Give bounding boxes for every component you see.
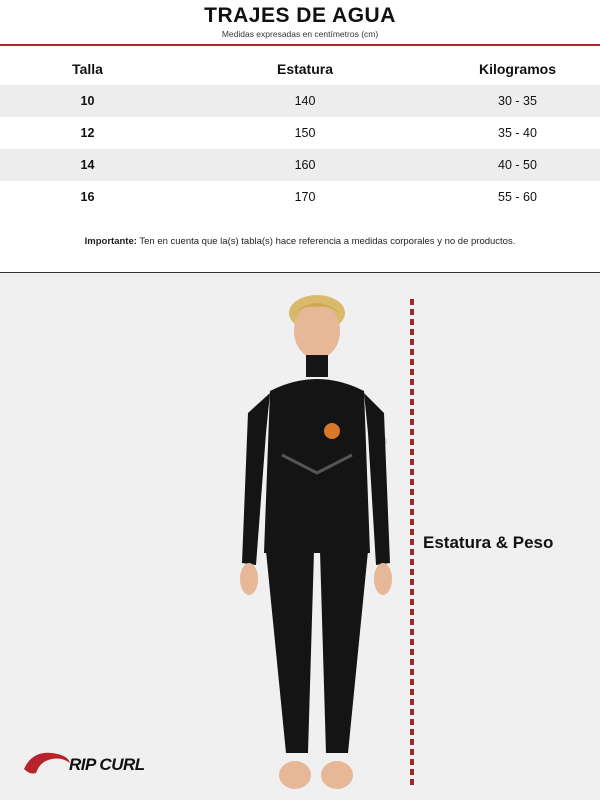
- wave-icon: [22, 747, 72, 777]
- table-header-row: [0, 53, 600, 85]
- logo-text: RIP CURL: [69, 755, 145, 774]
- size-cell: 14: [0, 149, 175, 181]
- important-note: [0, 236, 600, 247]
- note-text: Ten en cuenta que la(s) tabla(s) hace referencia a medidas corporales y no de productos.: [136, 236, 516, 247]
- weight-cell: 55 - 60: [498, 190, 537, 204]
- note-label: Importante:: [84, 236, 137, 247]
- column-header-size: Talla: [72, 61, 103, 77]
- size-cell: 10: [0, 85, 175, 117]
- model-photo: [0, 273, 600, 800]
- table-row: [0, 149, 600, 181]
- page-title: TRAJES DE AGUA: [204, 4, 396, 27]
- table-row: [0, 85, 600, 117]
- size-cell: 16: [80, 190, 95, 204]
- column-header-height: Estatura: [276, 61, 334, 77]
- page-subtitle: Medidas expresadas en centímetros (cm): [221, 29, 379, 39]
- table-row: [0, 117, 600, 149]
- wetsuit-model-illustration: [220, 283, 410, 800]
- column-header-weight: Kilogramos: [478, 61, 556, 77]
- table-row: [0, 181, 600, 213]
- weight-cell: 35 - 40: [498, 126, 537, 140]
- height-cell: 140: [175, 85, 435, 117]
- height-cell: 160: [175, 149, 435, 181]
- height-measure-line: [410, 299, 414, 787]
- measure-label: Estatura & Peso: [423, 533, 554, 552]
- size-table: [0, 53, 600, 213]
- size-cell: 12: [80, 126, 95, 140]
- height-cell: 170: [294, 190, 316, 204]
- ripcurl-logo: [22, 747, 172, 777]
- height-cell: 150: [294, 126, 316, 140]
- weight-cell: 40 - 50: [435, 149, 600, 181]
- weight-cell: 30 - 35: [435, 85, 600, 117]
- page-header: [0, 0, 600, 46]
